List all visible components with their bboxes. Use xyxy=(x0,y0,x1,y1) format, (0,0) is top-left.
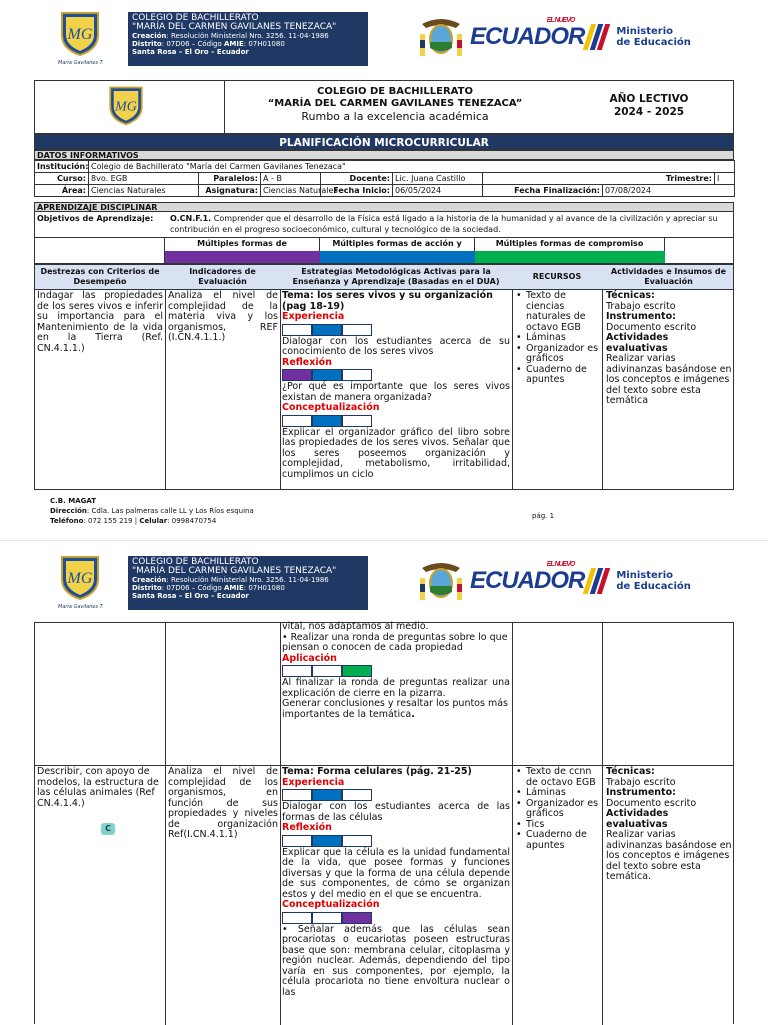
distrito-value: : 07D06 – Código xyxy=(161,40,224,48)
page1-ref-dua-boxes xyxy=(282,369,510,381)
page2-apl-text1: Al finalizar la ronda de preguntas realizar una explicación de cierre en la pizarra. xyxy=(282,677,510,699)
page1-tema: Tema: los seres vivos y su organización (pag 18-19) xyxy=(282,290,493,312)
trimestre-label: Trimestre: xyxy=(483,173,715,185)
dua-box xyxy=(342,415,372,427)
page2-reflexion-title: Reflexión xyxy=(282,822,332,833)
page2-exp-dua-boxes xyxy=(282,789,510,801)
distrito-value: : 07D06 – Código xyxy=(161,584,224,592)
page1-tecnicas-label: Técnicas: xyxy=(606,290,655,301)
page1-destreza: Indagar las propiedades de los seres vivos e inferir su importancia para el Mantenimiento de la vida en la Tierra (Ref. CN.4.1.1.) xyxy=(37,290,163,354)
footer-org: C.B. MAGAT xyxy=(50,497,97,505)
dua-box xyxy=(312,789,342,801)
school-name-line2: "MARÍA DEL CARMEN GAVILANES TENEZACA" xyxy=(132,22,337,32)
page2-body xyxy=(34,622,734,1024)
page1-instrumento-value: Documento escrito xyxy=(606,321,697,333)
creacion-value: : Resolución Ministerial Nro. 3256. 11-04-1986 xyxy=(166,576,329,584)
objetivos-label: Objetivos de Aprendizaje: xyxy=(37,214,154,223)
logo-signature: María Gavilanes T. xyxy=(58,60,104,66)
flag-stripes-icon xyxy=(583,568,610,594)
objetivo-text: Comprender que el desarrollo de la Física está ligado a la historia de la humanidad y al avance de la civilización y apreciar su contribución en el progreso socioeconómico, cultural y tecnológico de la sociedad. xyxy=(170,214,718,234)
page2-tema: Tema: Forma celulares (pág. 21-25) xyxy=(282,766,472,777)
page1-body xyxy=(34,290,734,490)
dua-accion-label: Múltiples formas de acción y xyxy=(320,238,475,251)
dua-box xyxy=(312,415,342,427)
col-estrategias: Estrategias Metodológicas Activas para la Enseñanza y Aprendizaje (Basadas en el DUA) xyxy=(292,267,500,286)
gov-brand xyxy=(470,561,585,595)
page2-apl-dot: . xyxy=(411,708,415,720)
page1-reflexion-title: Reflexión xyxy=(282,356,332,368)
page2-estrategias xyxy=(282,767,510,998)
dua-representacion-swatch xyxy=(165,251,320,263)
creacion-label: Creación xyxy=(132,576,167,584)
list-item: • Cuaderno de apuntes xyxy=(514,365,600,386)
list-item: • Organizador es gráficos xyxy=(514,799,600,820)
gov-name: ECUADOR xyxy=(470,567,585,594)
aprendizaje-section-header xyxy=(34,202,734,212)
amie-label: AMIE xyxy=(223,584,244,592)
inicio-label: Fecha Inicio: xyxy=(321,185,393,197)
dua-box xyxy=(312,665,342,677)
page2-cont1: vital, nos adaptamos al medio. xyxy=(282,621,429,632)
school-location: Santa Rosa – El Oro – Ecuador xyxy=(132,48,249,56)
columns-header xyxy=(34,264,734,290)
page1-indicador: Analiza el nivel de complejidad de la materia viva y los organismos, REF (I.CN.4.1.1.) xyxy=(168,290,278,343)
page2-actividades xyxy=(606,767,732,883)
page2-apl-dua-boxes xyxy=(282,665,510,677)
dua-accion-swatch xyxy=(320,251,475,263)
flag-stripes-icon xyxy=(583,24,610,50)
page1-con-text: Explicar el organizador gráfico del libro sobre las propiedades de los seres vivos. Señalar que los seres poseemos organización y complejidad, metabolismo, irritabilidad, cumplimos un ciclo xyxy=(282,426,510,480)
dua-box xyxy=(282,835,312,847)
page1-con-dua-boxes xyxy=(282,415,510,427)
dua-box xyxy=(282,415,312,427)
title-block xyxy=(34,80,734,134)
list-item: • Organizador es gráficos xyxy=(514,344,600,365)
page2-tecnicas-label: Técnicas: xyxy=(606,766,655,777)
year-value: 2024 - 2025 xyxy=(613,106,685,118)
paralelos-label: Paralelos: xyxy=(199,173,261,185)
asignatura-value: Ciencias Naturales xyxy=(261,185,321,197)
comment-badge-icon[interactable]: C xyxy=(101,823,115,835)
col-destrezas: Destrezas con Criterios de Desempeño xyxy=(40,267,160,286)
school-header-box xyxy=(128,556,368,610)
ministry-name xyxy=(616,570,691,592)
page1-exp-text: Dialogar con los estudiantes acerca de su conocimiento de los seres vivos xyxy=(282,335,510,357)
school-logo xyxy=(56,12,104,54)
footer-dir-label: Dirección xyxy=(50,507,87,515)
dua-box xyxy=(312,369,342,381)
year-label: AÑO LECTIVO xyxy=(609,93,689,105)
distrito-label: Distrito xyxy=(132,584,162,592)
list-item: • Láminas xyxy=(514,333,600,344)
paralelos-value: A - B xyxy=(261,173,321,185)
dua-box xyxy=(282,324,312,336)
footer-tel-value: : 072 155 219 | xyxy=(83,517,140,525)
datos-section-label: DATOS INFORMATIVOS xyxy=(37,151,139,160)
dua-box xyxy=(282,665,312,677)
footer-dir-value: : Cdla. Las palmeras calle LL y Los Ríos esquina xyxy=(86,507,254,515)
page2-aplicacion-title: Aplicación xyxy=(282,652,337,664)
asignatura-label: Asignatura: xyxy=(199,185,261,197)
page2-destreza: Describir, con apoyo de modelos, la estructura de las células animales (Ref CN.4.1.4.) xyxy=(37,766,159,809)
page-footer xyxy=(50,496,254,526)
page2-act-label: Actividades evaluativas xyxy=(606,808,669,830)
page1-exp-dua-boxes xyxy=(282,324,510,336)
footer-cel-label: Celular xyxy=(139,517,168,525)
dua-legend xyxy=(34,238,734,264)
page-divider xyxy=(0,540,768,541)
dua-box xyxy=(342,835,372,847)
ministry-name xyxy=(616,26,691,48)
school-name-line1: COLEGIO DE BACHILLERATO xyxy=(132,557,259,567)
government-logos xyxy=(418,558,691,604)
page1-recursos-list xyxy=(514,291,600,386)
docente-label: Docente: xyxy=(321,173,393,185)
list-item: • Tics xyxy=(514,820,600,831)
page2-instrumento-label: Instrumento: xyxy=(606,787,676,798)
coat-of-arms-icon xyxy=(418,558,464,604)
page1-act-value: Realizar varias adivinanzas basándose en los conceptos e imágenes del texto sobre esta temática xyxy=(606,353,732,406)
amie-value: : 07H01080 xyxy=(243,40,285,48)
school-location: Santa Rosa – El Oro – Ecuador xyxy=(132,592,249,600)
creacion-value: : Resolución Ministerial Nro. 3256. 11-04-1986 xyxy=(166,32,329,40)
page1-tecnicas-value: Trabajo escrito xyxy=(606,300,676,312)
school-logo-small-icon xyxy=(105,83,147,127)
svg-text:MG: MG xyxy=(67,570,93,587)
col-recursos: RECURSOS xyxy=(532,272,582,281)
dua-box xyxy=(312,324,342,336)
gov-small-text: EL NUEVO xyxy=(546,561,575,568)
trimestre-value: I xyxy=(715,173,735,185)
page2-con-dua-boxes xyxy=(282,912,510,924)
fin-label: Fecha Finalización: xyxy=(483,185,603,197)
dua-box xyxy=(342,665,372,677)
page2-tecnicas-value: Trabajo escrito xyxy=(606,776,676,788)
plan-title-bar xyxy=(34,134,734,150)
list-item: • Cuaderno de apuntes xyxy=(514,830,600,851)
ministry-line1: Ministerio xyxy=(616,26,674,37)
government-logos xyxy=(418,14,691,60)
title-line1: COLEGIO DE BACHILLERATO xyxy=(317,86,473,97)
col-actividades: Actividades e Insumos de Evaluación xyxy=(610,267,727,286)
creacion-label: Creación xyxy=(132,32,167,40)
dua-box xyxy=(342,369,372,381)
logo-signature: María Gavilanes T. xyxy=(58,604,104,610)
page2-cont2: • Realizar una ronda de preguntas sobre lo que piensan o conocen de cada propiedad xyxy=(282,631,508,653)
ministry-line1: Ministerio xyxy=(616,570,674,581)
dua-compromiso-label: Múltiples formas de compromiso xyxy=(475,238,665,251)
distrito-label: Distrito xyxy=(132,40,162,48)
list-item: • Láminas xyxy=(514,788,600,799)
gov-small-text: EL NUEVO xyxy=(546,17,575,24)
title-line2: “MARÍA DEL CARMEN GAVILANES TENEZACA” xyxy=(267,98,523,109)
page1-act-label: Actividades evaluativas xyxy=(606,332,669,354)
gov-name: ECUADOR xyxy=(470,23,585,50)
page1-con-title: Conceptualización xyxy=(282,402,380,413)
svg-text:MG: MG xyxy=(67,26,93,43)
page2-ref-dua-boxes xyxy=(282,835,510,847)
page2-continuation xyxy=(282,622,510,720)
dua-box xyxy=(342,789,372,801)
inicio-value: 06/05/2024 xyxy=(393,185,483,197)
plan-title: PLANIFICACIÓN MICROCURRICULAR xyxy=(279,137,489,149)
curso-value: 8vo. EGB xyxy=(89,173,199,185)
fin-value: 07/08/2024 xyxy=(603,185,735,197)
page2-exp-text: Dialogar con los estudiantes acerca de las formas de las células xyxy=(282,801,510,823)
institucion-value: Colegio de Bachillerato "María del Carmen Gavilanes Tenezaca" xyxy=(89,161,735,173)
page2-indicador: Analiza el nivel de complejidad de los organismos, en función de sus propiedades y niveles de organización Ref(I.CN.4.1.1) xyxy=(168,766,278,840)
dua-box xyxy=(282,912,312,924)
page2-con-text: • Señalar además que las células sean procariotas o eucariotas poseen estructuras base que son: membrana celular, citoplasma y región nuclear. Además, dependiendo del tipo varía en sus componentes, por ejemplo, la célula procariota no tiene envoltura nuclear o las xyxy=(282,923,510,998)
docente-value: Lic. Juana Castillo xyxy=(393,173,483,185)
dua-box xyxy=(282,789,312,801)
col-indicadores: Indicadores de Evaluación xyxy=(189,267,256,286)
curso-label: Curso: xyxy=(35,173,89,185)
page2-recursos-list xyxy=(514,767,600,851)
dua-box xyxy=(312,835,342,847)
page2-instrumento-value: Documento escrito xyxy=(606,797,697,809)
objetivo-code: O.CN.F.1. xyxy=(170,214,212,223)
area-value: Ciencias Naturales xyxy=(89,185,199,197)
page-number: pág. 1 xyxy=(532,512,555,520)
footer-tel-label: Teléfono xyxy=(50,517,84,525)
dua-box xyxy=(342,324,372,336)
amie-label: AMIE xyxy=(223,40,244,48)
dua-box xyxy=(312,912,342,924)
objetivos-row xyxy=(34,212,734,238)
ministry-line2: de Educación xyxy=(616,581,691,592)
school-name-line1: COLEGIO DE BACHILLERATO xyxy=(132,13,259,23)
area-label: Área: xyxy=(35,185,89,197)
title-logo-cell xyxy=(35,81,225,133)
title-center xyxy=(225,81,565,133)
page1-estrategias xyxy=(282,291,510,480)
footer-cel-value: : 0998470754 xyxy=(167,517,217,525)
amie-value: : 07H01080 xyxy=(243,584,285,592)
institucion-label: Institución: xyxy=(35,161,89,173)
svg-text:MG: MG xyxy=(115,99,137,115)
aprendizaje-section-label: APRENDIZAJE DISCIPLINAR xyxy=(37,203,158,212)
list-item: • Texto de ccnn de octavo EGB xyxy=(514,767,600,788)
page1-experiencia-title: Experiencia xyxy=(282,311,345,322)
page1-instrumento-label: Instrumento: xyxy=(606,311,676,322)
page2-con-title: Conceptualización xyxy=(282,899,380,910)
datos-section-header xyxy=(34,150,734,160)
dua-box xyxy=(282,369,312,381)
school-year xyxy=(565,81,733,133)
list-item: • Texto de ciencias naturales de octavo EGB xyxy=(514,291,600,333)
coat-of-arms-icon xyxy=(418,14,464,60)
page1-ref-text: ¿Por qué es importante que los seres vivos existan de manera organizada? xyxy=(282,381,510,403)
page2-act-value: Realizar varias adivinanzas basándose en los conceptos e imágenes del texto sobre esta temática. xyxy=(606,829,732,882)
school-logo xyxy=(56,556,104,598)
dua-compromiso-swatch xyxy=(475,251,665,263)
dua-representacion-label: Múltiples formas de xyxy=(165,238,320,251)
ministry-line2: de Educación xyxy=(616,37,691,48)
school-name-line2: "MARÍA DEL CARMEN GAVILANES TENEZACA" xyxy=(132,566,337,576)
page1-actividades xyxy=(606,291,732,407)
gov-brand xyxy=(470,17,585,51)
page2-experiencia-title: Experiencia xyxy=(282,776,345,788)
dua-box xyxy=(342,912,372,924)
school-header-box xyxy=(128,12,368,66)
page2-ref-text: Explicar que la célula es la unidad fundamental de la vida, que posee formas y funciones diversas y que la forma de una célula depende de sus componentes, de cómo se organizan estos y del medio en el que se encuentra. xyxy=(282,846,510,900)
datos-table xyxy=(34,160,735,197)
page2-apl-text2: Generar conclusiones y resaltar los puntos más importantes de la temática xyxy=(282,698,508,720)
motto: Rumbo a la excelencia académica xyxy=(301,110,489,123)
